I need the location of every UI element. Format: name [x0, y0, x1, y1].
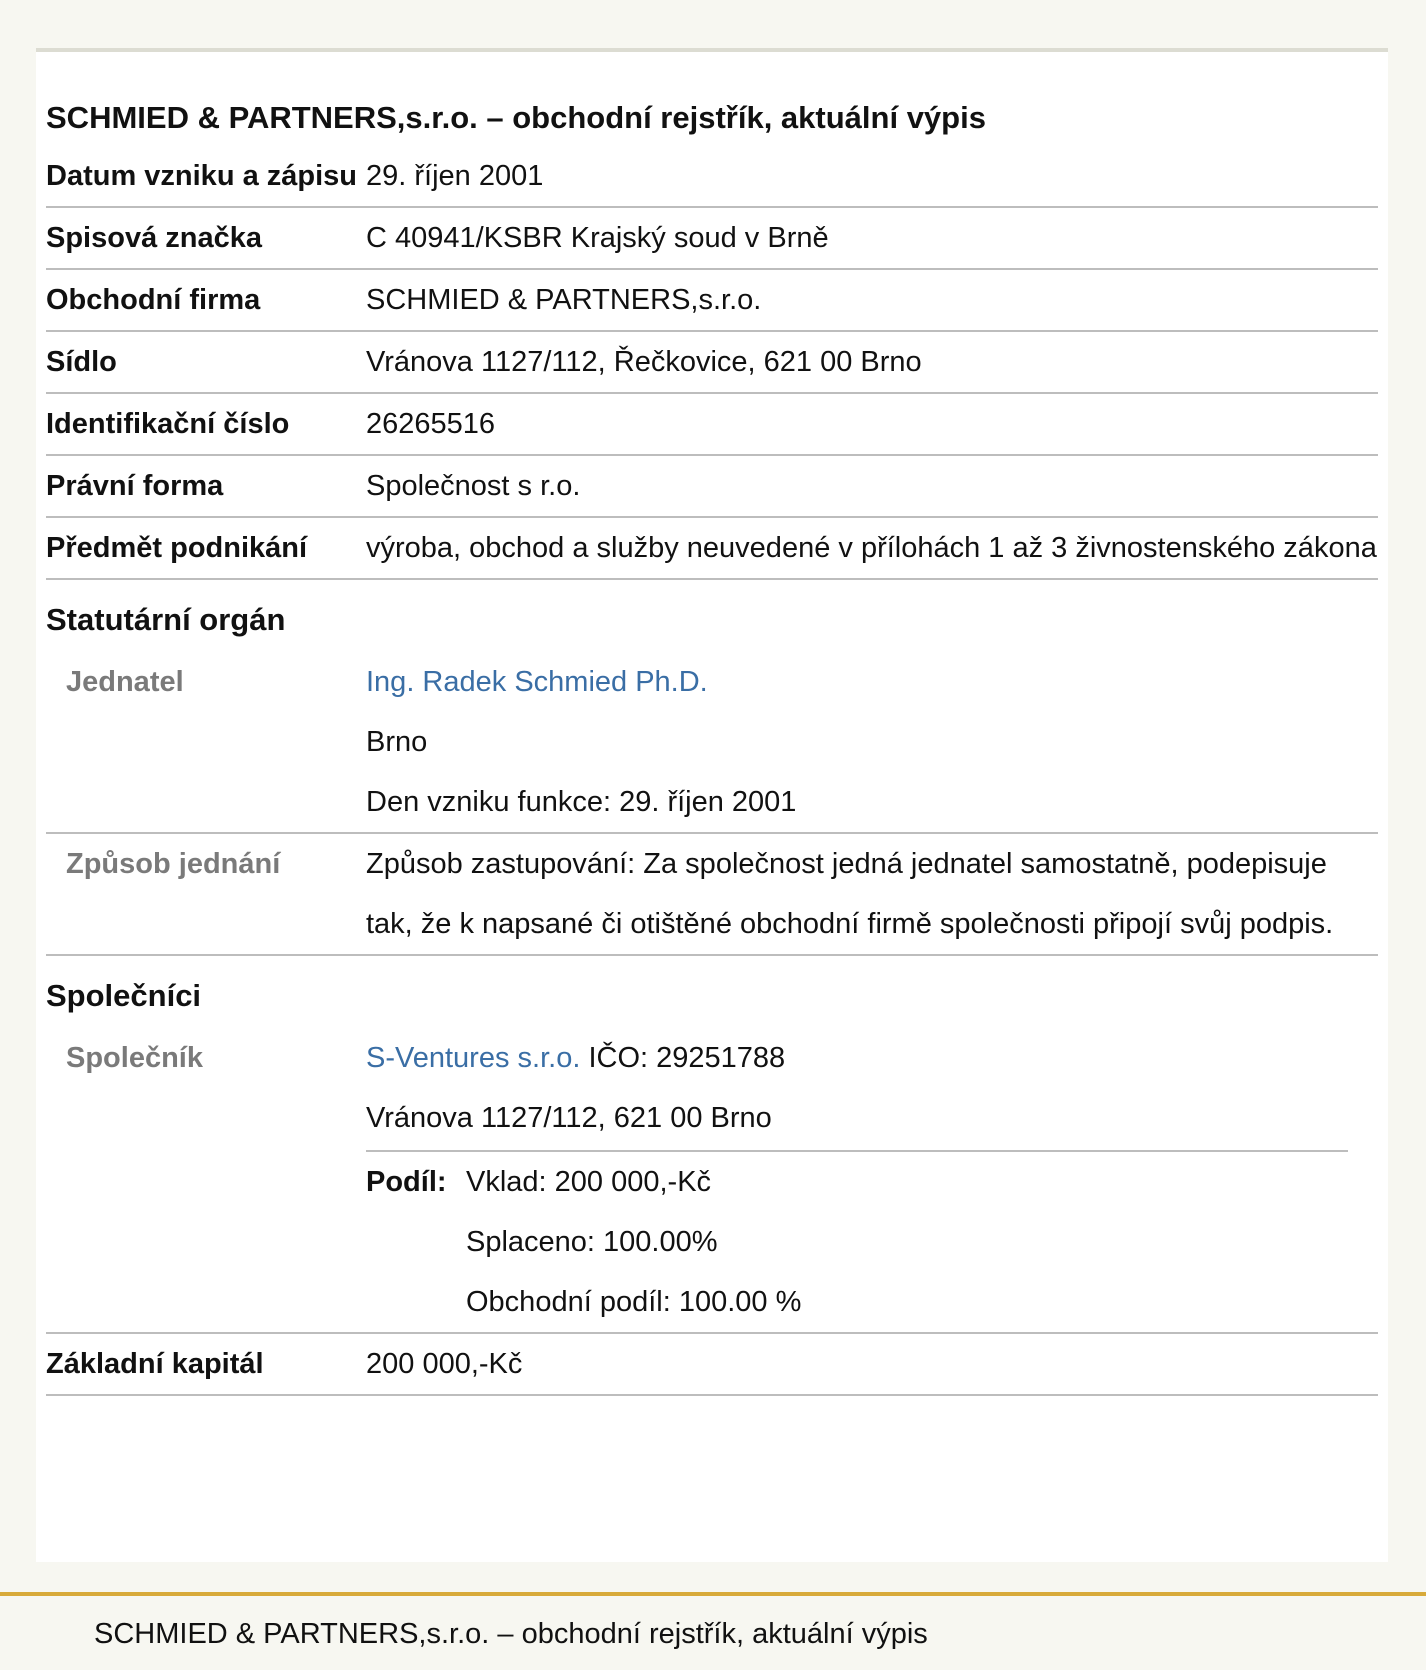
row-date-of-registration [46, 146, 1378, 207]
row-label: Základní kapitál [46, 1333, 366, 1395]
director-since: Den vzniku funkce: 29. říjen 2001 [366, 786, 797, 818]
row-conduct [46, 833, 1378, 955]
share-paid: Splaceno: 100.00% [466, 1226, 718, 1258]
section-partners [46, 955, 1378, 1028]
row-label: Datum vzniku a zápisu [46, 146, 366, 207]
section-heading: Společníci [46, 978, 202, 1013]
row-label: Předmět podnikání [46, 517, 366, 579]
register-extract-content [46, 52, 1378, 1396]
director-label: Jednatel [46, 652, 366, 833]
row-value: výroba, obchod a služby neuvedené v přílohách 1 až 3 živnostenského zákona [366, 517, 1378, 579]
row-value: C 40941/KSBR Krajský soud v Brně [366, 207, 1378, 269]
footer-bar [0, 1592, 1426, 1670]
row-registered-capital [46, 1333, 1378, 1395]
share-block [366, 1150, 1348, 1332]
section-heading: Statutární orgán [46, 602, 286, 637]
partner-name-line [366, 1028, 1378, 1088]
row-value: Společnost s r.o. [366, 455, 1378, 517]
director-details [366, 652, 1378, 833]
register-extract-card [36, 48, 1388, 1562]
section-statutory [46, 579, 1378, 652]
row-label: Obchodní firma [46, 269, 366, 331]
row-value: 29. říjen 2001 [366, 146, 1378, 207]
register-table [46, 146, 1378, 1396]
partner-details [366, 1028, 1378, 1333]
row-registered-office [46, 331, 1378, 393]
share-label: Podíl: [366, 1166, 447, 1198]
conduct-value: Způsob zastupování: Za společnost jedná jednatel samostatně, podepisuje tak, že k napsané či otištěné obchodní firmě společnosti připojí svůj podpis. [366, 833, 1378, 955]
row-legal-form [46, 455, 1378, 517]
share-ownership: Obchodní podíl: 100.00 % [466, 1286, 802, 1318]
row-file-number [46, 207, 1378, 269]
row-label: Spisová značka [46, 207, 366, 269]
row-id-number [46, 393, 1378, 455]
row-value: 200 000,-Kč [366, 1333, 1378, 1395]
director-name-link[interactable]: Ing. Radek Schmied Ph.D. [366, 666, 708, 698]
conduct-label: Způsob jednání [46, 833, 366, 955]
partner-ico: IČO: 29251788 [588, 1042, 786, 1074]
share-deposit: Vklad: 200 000,-Kč [466, 1166, 712, 1198]
partner-label: Společník [46, 1028, 366, 1333]
row-business-name [46, 269, 1378, 331]
row-business-activity [46, 517, 1378, 579]
share-values [466, 1152, 801, 1332]
row-director [46, 652, 1378, 833]
partner-address: Vránova 1127/112, 621 00 Brno [366, 1102, 772, 1134]
row-value: Vránova 1127/112, Řečkovice, 621 00 Brno [366, 331, 1378, 393]
page-title: SCHMIED & PARTNERS,s.r.o. – obchodní rejstřík, aktuální výpis [46, 100, 986, 135]
partner-name-link[interactable]: S-Ventures s.r.o. [366, 1042, 581, 1074]
row-label: Právní forma [46, 455, 366, 517]
row-label: Sídlo [46, 331, 366, 393]
row-partner [46, 1028, 1378, 1333]
director-city: Brno [366, 726, 428, 758]
row-value: 26265516 [366, 393, 1378, 455]
row-label: Identifikační číslo [46, 393, 366, 455]
row-value: SCHMIED & PARTNERS,s.r.o. [366, 269, 1378, 331]
footer-title: SCHMIED & PARTNERS,s.r.o. – obchodní rejstřík, aktuální výpis [94, 1618, 928, 1650]
